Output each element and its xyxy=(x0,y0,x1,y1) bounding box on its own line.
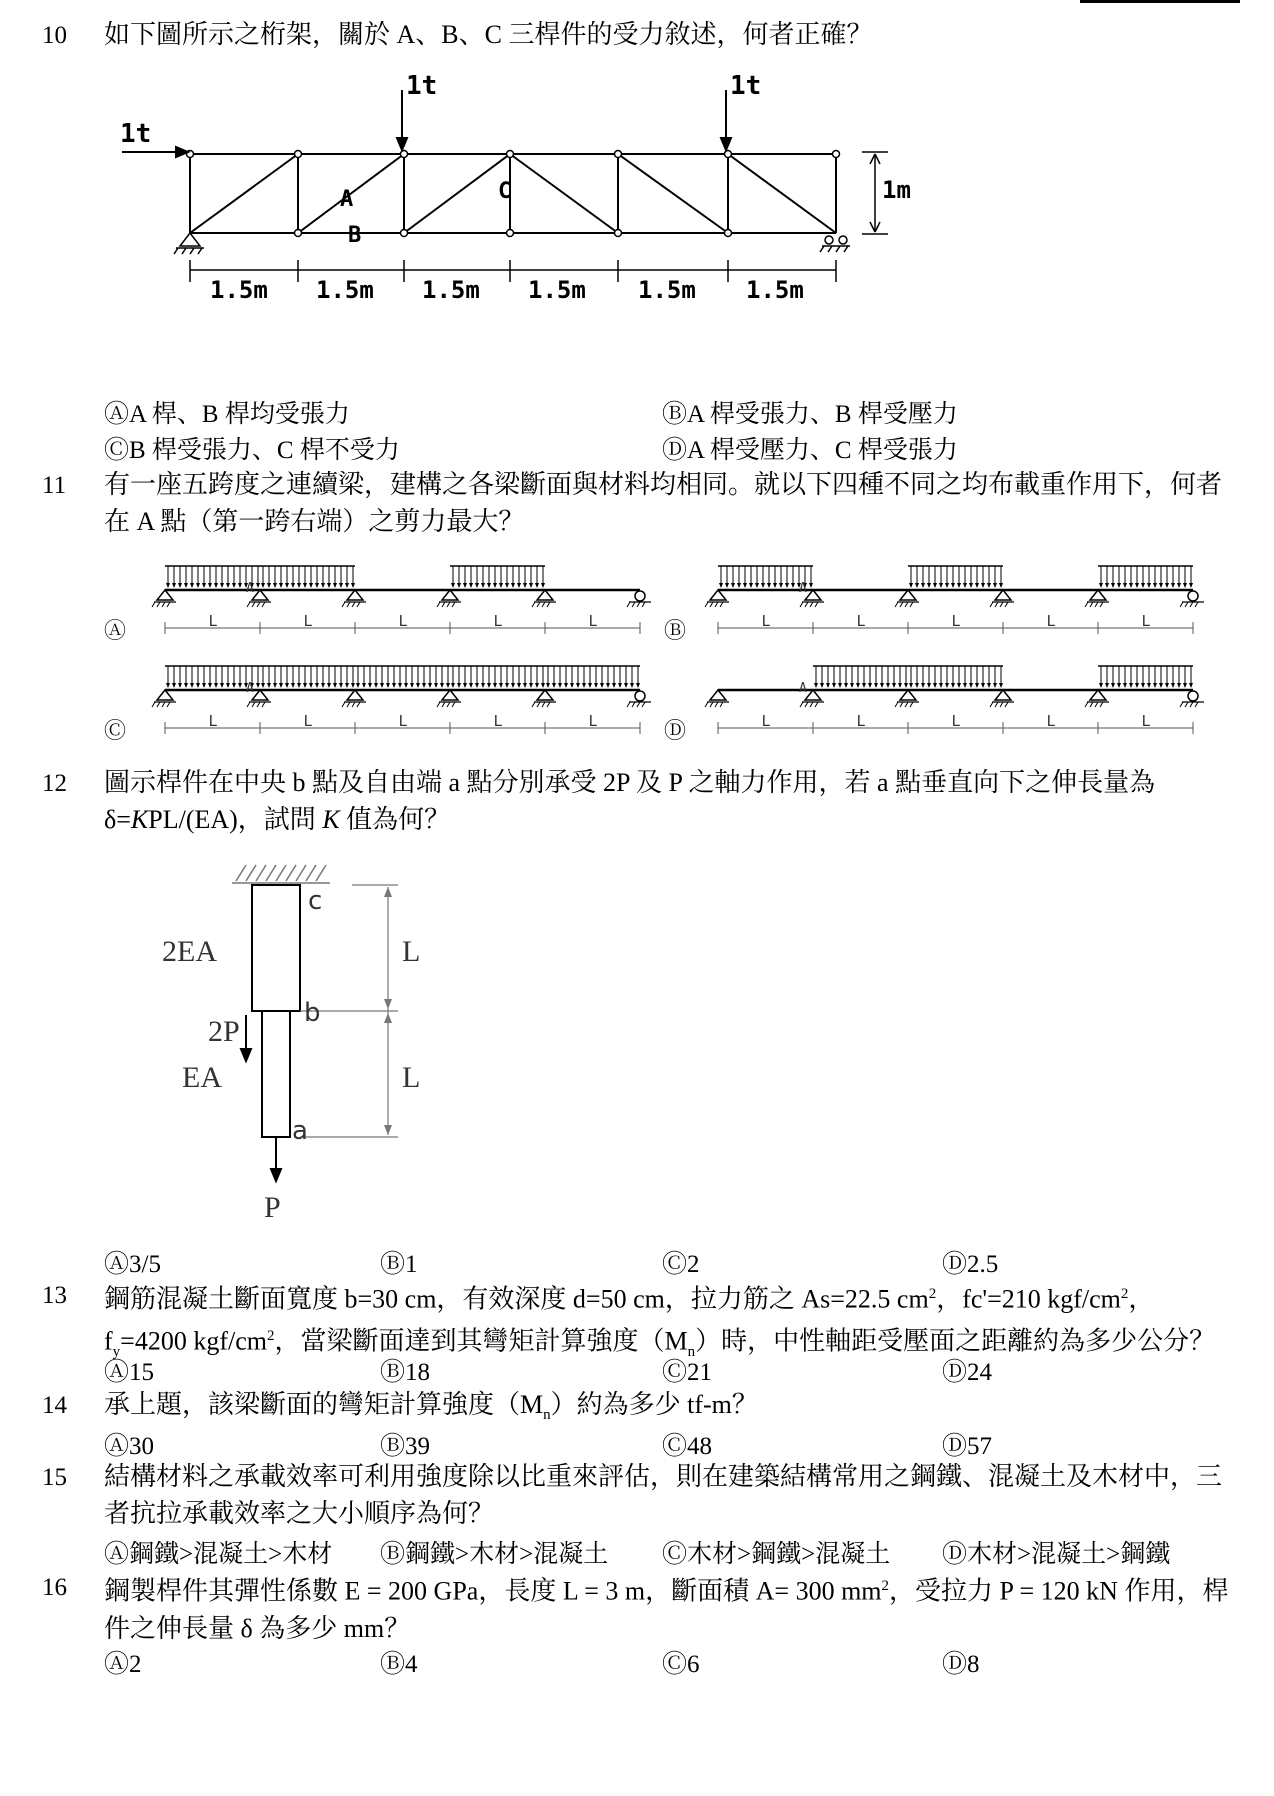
span-length-label: L xyxy=(398,612,408,630)
span-length-label: L xyxy=(588,712,598,730)
span-length-label: L xyxy=(208,612,218,630)
point-a-label: a xyxy=(292,1116,308,1146)
member-label-a: A xyxy=(340,187,354,212)
span-length-label: L xyxy=(493,712,503,730)
option-c[interactable]: Ⓒ48 xyxy=(662,1433,713,1460)
option-c[interactable]: Ⓒ6 xyxy=(662,1651,700,1678)
question-number: 12 xyxy=(42,770,67,797)
load-label: 1t xyxy=(406,71,438,101)
question-number: 15 xyxy=(42,1464,67,1491)
span-length-label: L xyxy=(303,612,313,630)
option-d[interactable]: Ⓓ xyxy=(664,718,687,743)
option-c[interactable]: Ⓒ2 xyxy=(662,1251,700,1278)
option-c[interactable]: Ⓒ21 xyxy=(662,1359,713,1386)
member-label-b: B xyxy=(348,223,362,248)
option-b[interactable]: Ⓑ xyxy=(664,618,687,643)
upper-stiffness-label: 2EA xyxy=(162,935,217,968)
option-b[interactable]: Ⓑ鋼鐵>木材>混凝土 xyxy=(380,1541,609,1568)
span-length-label: L xyxy=(856,712,866,730)
option-b[interactable]: Ⓑ1 xyxy=(380,1251,418,1278)
question-number: 16 xyxy=(42,1574,67,1601)
load-p-label: P xyxy=(264,1191,281,1224)
continuous-beam-diagram xyxy=(152,566,651,634)
option-a[interactable]: Ⓐ xyxy=(104,618,127,643)
span-label: 1.5m xyxy=(422,276,480,304)
load-label: 1t xyxy=(730,71,762,101)
pin-support-icon xyxy=(174,233,204,254)
option-d[interactable]: ⒹA 桿受壓力、C 桿受張力 xyxy=(662,437,958,464)
span-length-label: L xyxy=(761,712,771,730)
height-label: 1m xyxy=(882,176,911,204)
load-label: 1t xyxy=(120,119,152,149)
continuous-beam-diagram xyxy=(705,666,1204,734)
option-a[interactable]: Ⓐ15 xyxy=(104,1359,155,1386)
continuous-beam-diagram xyxy=(705,566,1204,634)
option-b[interactable]: Ⓑ39 xyxy=(380,1433,431,1460)
option-a[interactable]: Ⓐ2 xyxy=(104,1651,142,1678)
span-length-label: L xyxy=(303,712,313,730)
axial-bar-figure xyxy=(150,855,470,1235)
question-text: 鋼筋混凝土斷面寬度 b=30 cm，有效深度 d=50 cm，拉力筋之 As=22.5 $cm^2$，fc'=210 kgf/$cm^2$， $f_y=4200$ kgf/$cm^2$，當梁斷面達到其彎矩計算強度$(M_n)$時，中性軸距受壓面之距離約為多少公分？ xyxy=(104,1284,1216,1360)
point-a-label: A xyxy=(246,681,254,696)
point-a-label: A xyxy=(799,681,807,696)
question-number: 10 xyxy=(42,22,67,49)
question-text: 有一座五跨度之連續梁，建構之各梁斷面與材料均相同。就以下四種不同之均布載重作用下，何者在 A 點（第一跨右端）之剪力最大？ xyxy=(104,470,1223,536)
span-label: 1.5m xyxy=(638,276,696,304)
span-length-label: L xyxy=(1141,612,1151,630)
span-label: 1.5m xyxy=(316,276,374,304)
option-a[interactable]: Ⓐ鋼鐵>混凝土>木材 xyxy=(104,1541,333,1568)
span-label: 1.5m xyxy=(746,276,804,304)
question-number: 14 xyxy=(42,1392,67,1419)
question-text: 結構材料之承載效率可利用強度除以比重來評估，則在建築結構常用之鋼鐵、混凝土及木材中，三者抗拉承載效率之大小順序為何？ xyxy=(104,1462,1223,1528)
span-length-label: L xyxy=(208,712,218,730)
span-length-label: L xyxy=(951,712,961,730)
continuous-beam-diagram xyxy=(152,666,651,734)
option-c[interactable]: ⒸB 桿受張力、C 桿不受力 xyxy=(104,437,400,464)
span-length-label: L xyxy=(588,612,598,630)
option-a[interactable]: ⒶA 桿、B 桿均受張力 xyxy=(104,401,350,428)
option-c[interactable]: Ⓒ xyxy=(104,718,127,743)
option-c[interactable]: Ⓒ木材>鋼鐵>混凝土 xyxy=(662,1541,891,1568)
span-length-label: L xyxy=(1046,612,1056,630)
option-b[interactable]: ⒷA 桿受張力、B 桿受壓力 xyxy=(662,401,958,428)
span-length-label: L xyxy=(761,612,771,630)
option-d[interactable]: Ⓓ57 xyxy=(942,1433,993,1460)
load-2p-label: 2P xyxy=(208,1015,240,1048)
truss-figure xyxy=(110,70,1060,350)
question-number: 11 xyxy=(42,472,67,499)
span-length-label: L xyxy=(856,612,866,630)
option-a[interactable]: Ⓐ30 xyxy=(104,1433,155,1460)
option-d[interactable]: Ⓓ2.5 xyxy=(942,1251,999,1278)
beam-figures xyxy=(0,560,1274,740)
point-c-label: c xyxy=(308,886,323,916)
roller-support-icon xyxy=(820,236,850,252)
option-d[interactable]: Ⓓ24 xyxy=(942,1359,993,1386)
length-label: L xyxy=(402,935,421,968)
length-label: L xyxy=(402,1061,421,1094)
member-label-c: C xyxy=(498,179,512,204)
span-length-label: L xyxy=(951,612,961,630)
question-text: 鋼製桿件其彈性係數 E = 200 GPa，長度 L = 3 m，斷面積 A= 300 $mm^2$，受拉力 P = 120 kN 作用，桿件之伸長量 δ 為多少 mm？ xyxy=(104,1576,1229,1643)
span-label: 1.5m xyxy=(210,276,268,304)
span-length-label: L xyxy=(398,712,408,730)
question-text: 承上題，該梁斷面的彎矩計算強度$(M_n)$約為多少 tf-m？ xyxy=(104,1390,758,1424)
option-d[interactable]: Ⓓ8 xyxy=(942,1651,980,1678)
span-length-label: L xyxy=(493,612,503,630)
option-b[interactable]: Ⓑ18 xyxy=(380,1359,431,1386)
question-text: 如下圖所示之桁架，關於 A、B、C 三桿件的受力敘述，何者正確？ xyxy=(104,20,873,49)
span-label: 1.5m xyxy=(528,276,586,304)
header-rule xyxy=(1080,0,1240,3)
option-a[interactable]: Ⓐ3/5 xyxy=(104,1251,161,1278)
span-length-label: L xyxy=(1141,712,1151,730)
question-number: 13 xyxy=(42,1282,67,1309)
span-length-label: L xyxy=(1046,712,1056,730)
option-d[interactable]: Ⓓ木材>混凝土>鋼鐵 xyxy=(942,1541,1171,1568)
question-text: 圖示桿件在中央 b 點及自由端 a 點分別承受 2P 及 P 之軸力作用，若 a 點垂直向下之伸長量為 δ=KPL/(EA)，試問 K 值為何？ xyxy=(104,768,1156,834)
point-a-label: A xyxy=(799,581,807,596)
lower-stiffness-label: EA xyxy=(182,1061,222,1094)
point-b-label: b xyxy=(304,998,321,1028)
point-a-label: A xyxy=(246,581,254,596)
option-b[interactable]: Ⓑ4 xyxy=(380,1651,418,1678)
